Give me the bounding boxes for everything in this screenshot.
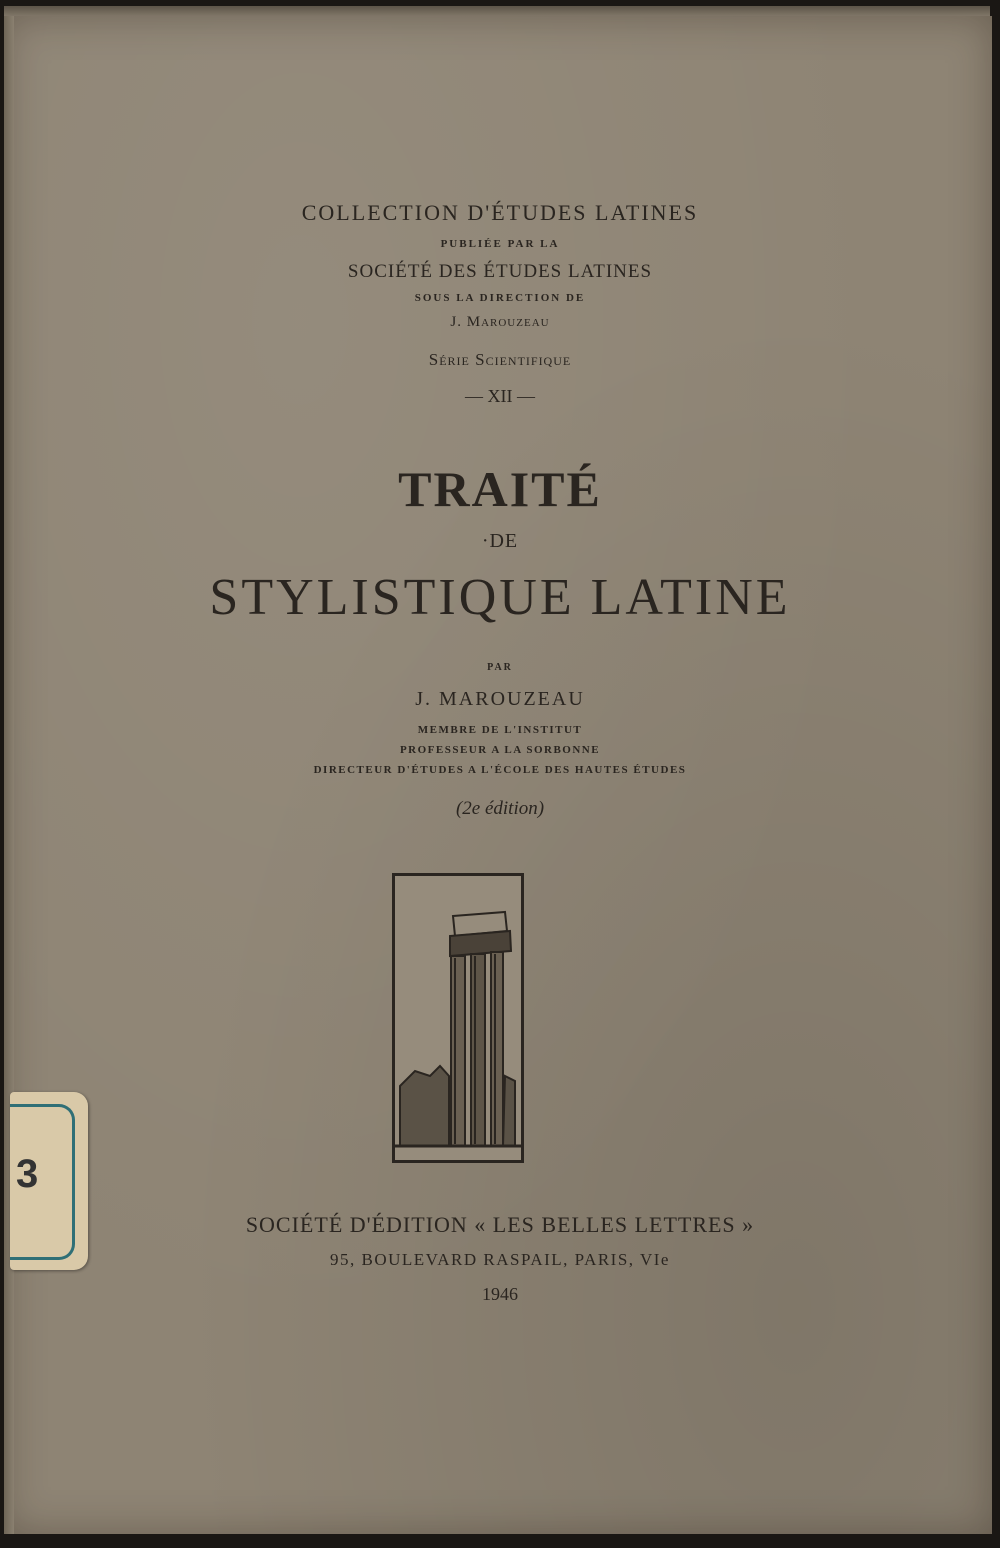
publisher-address: 95, BOULEVARD RASPAIL, PARIS, VIe — [330, 1250, 670, 1269]
direction-label: SOUS LA DIRECTION DE — [414, 292, 586, 304]
publication-year: 1946 — [482, 1284, 518, 1304]
collection-title: COLLECTION D'ÉTUDES LATINES — [301, 200, 699, 225]
author-role-hautes-etudes: DIRECTEUR D'ÉTUDES A L'ÉCOLE DES HAUTES ÉTUDES — [313, 764, 687, 776]
title-de: ·DE — [481, 530, 519, 552]
edition-note: (2e édition) — [455, 798, 545, 819]
publisher-name: SOCIÉTÉ D'ÉDITION « LES BELLES LETTRES » — [245, 1212, 755, 1237]
par-label: PAR — [487, 662, 513, 673]
library-label — [10, 1092, 88, 1270]
author-name: J. MAROUZEAU — [415, 688, 585, 710]
title-stylistique-latine: STYLISTIQUE LATINE — [209, 569, 791, 626]
series-name: Série Scientifique — [428, 350, 572, 369]
society-name: SOCIÉTÉ DES ÉTUDES LATINES — [347, 261, 653, 282]
series-number: — XII — — [465, 386, 535, 406]
author-role-sorbonne: PROFESSEUR A LA SORBONNE — [399, 744, 601, 756]
director-name: J. Marouzeau — [450, 314, 550, 330]
temple-columns-icon — [392, 873, 524, 1163]
author-role-institut: MEMBRE DE L'INSTITUT — [417, 724, 583, 736]
published-by: PUBLIÉE PAR LA — [440, 238, 560, 250]
library-label-mark: 3 — [16, 1152, 39, 1196]
title-traite: TRAITÉ — [398, 461, 602, 517]
